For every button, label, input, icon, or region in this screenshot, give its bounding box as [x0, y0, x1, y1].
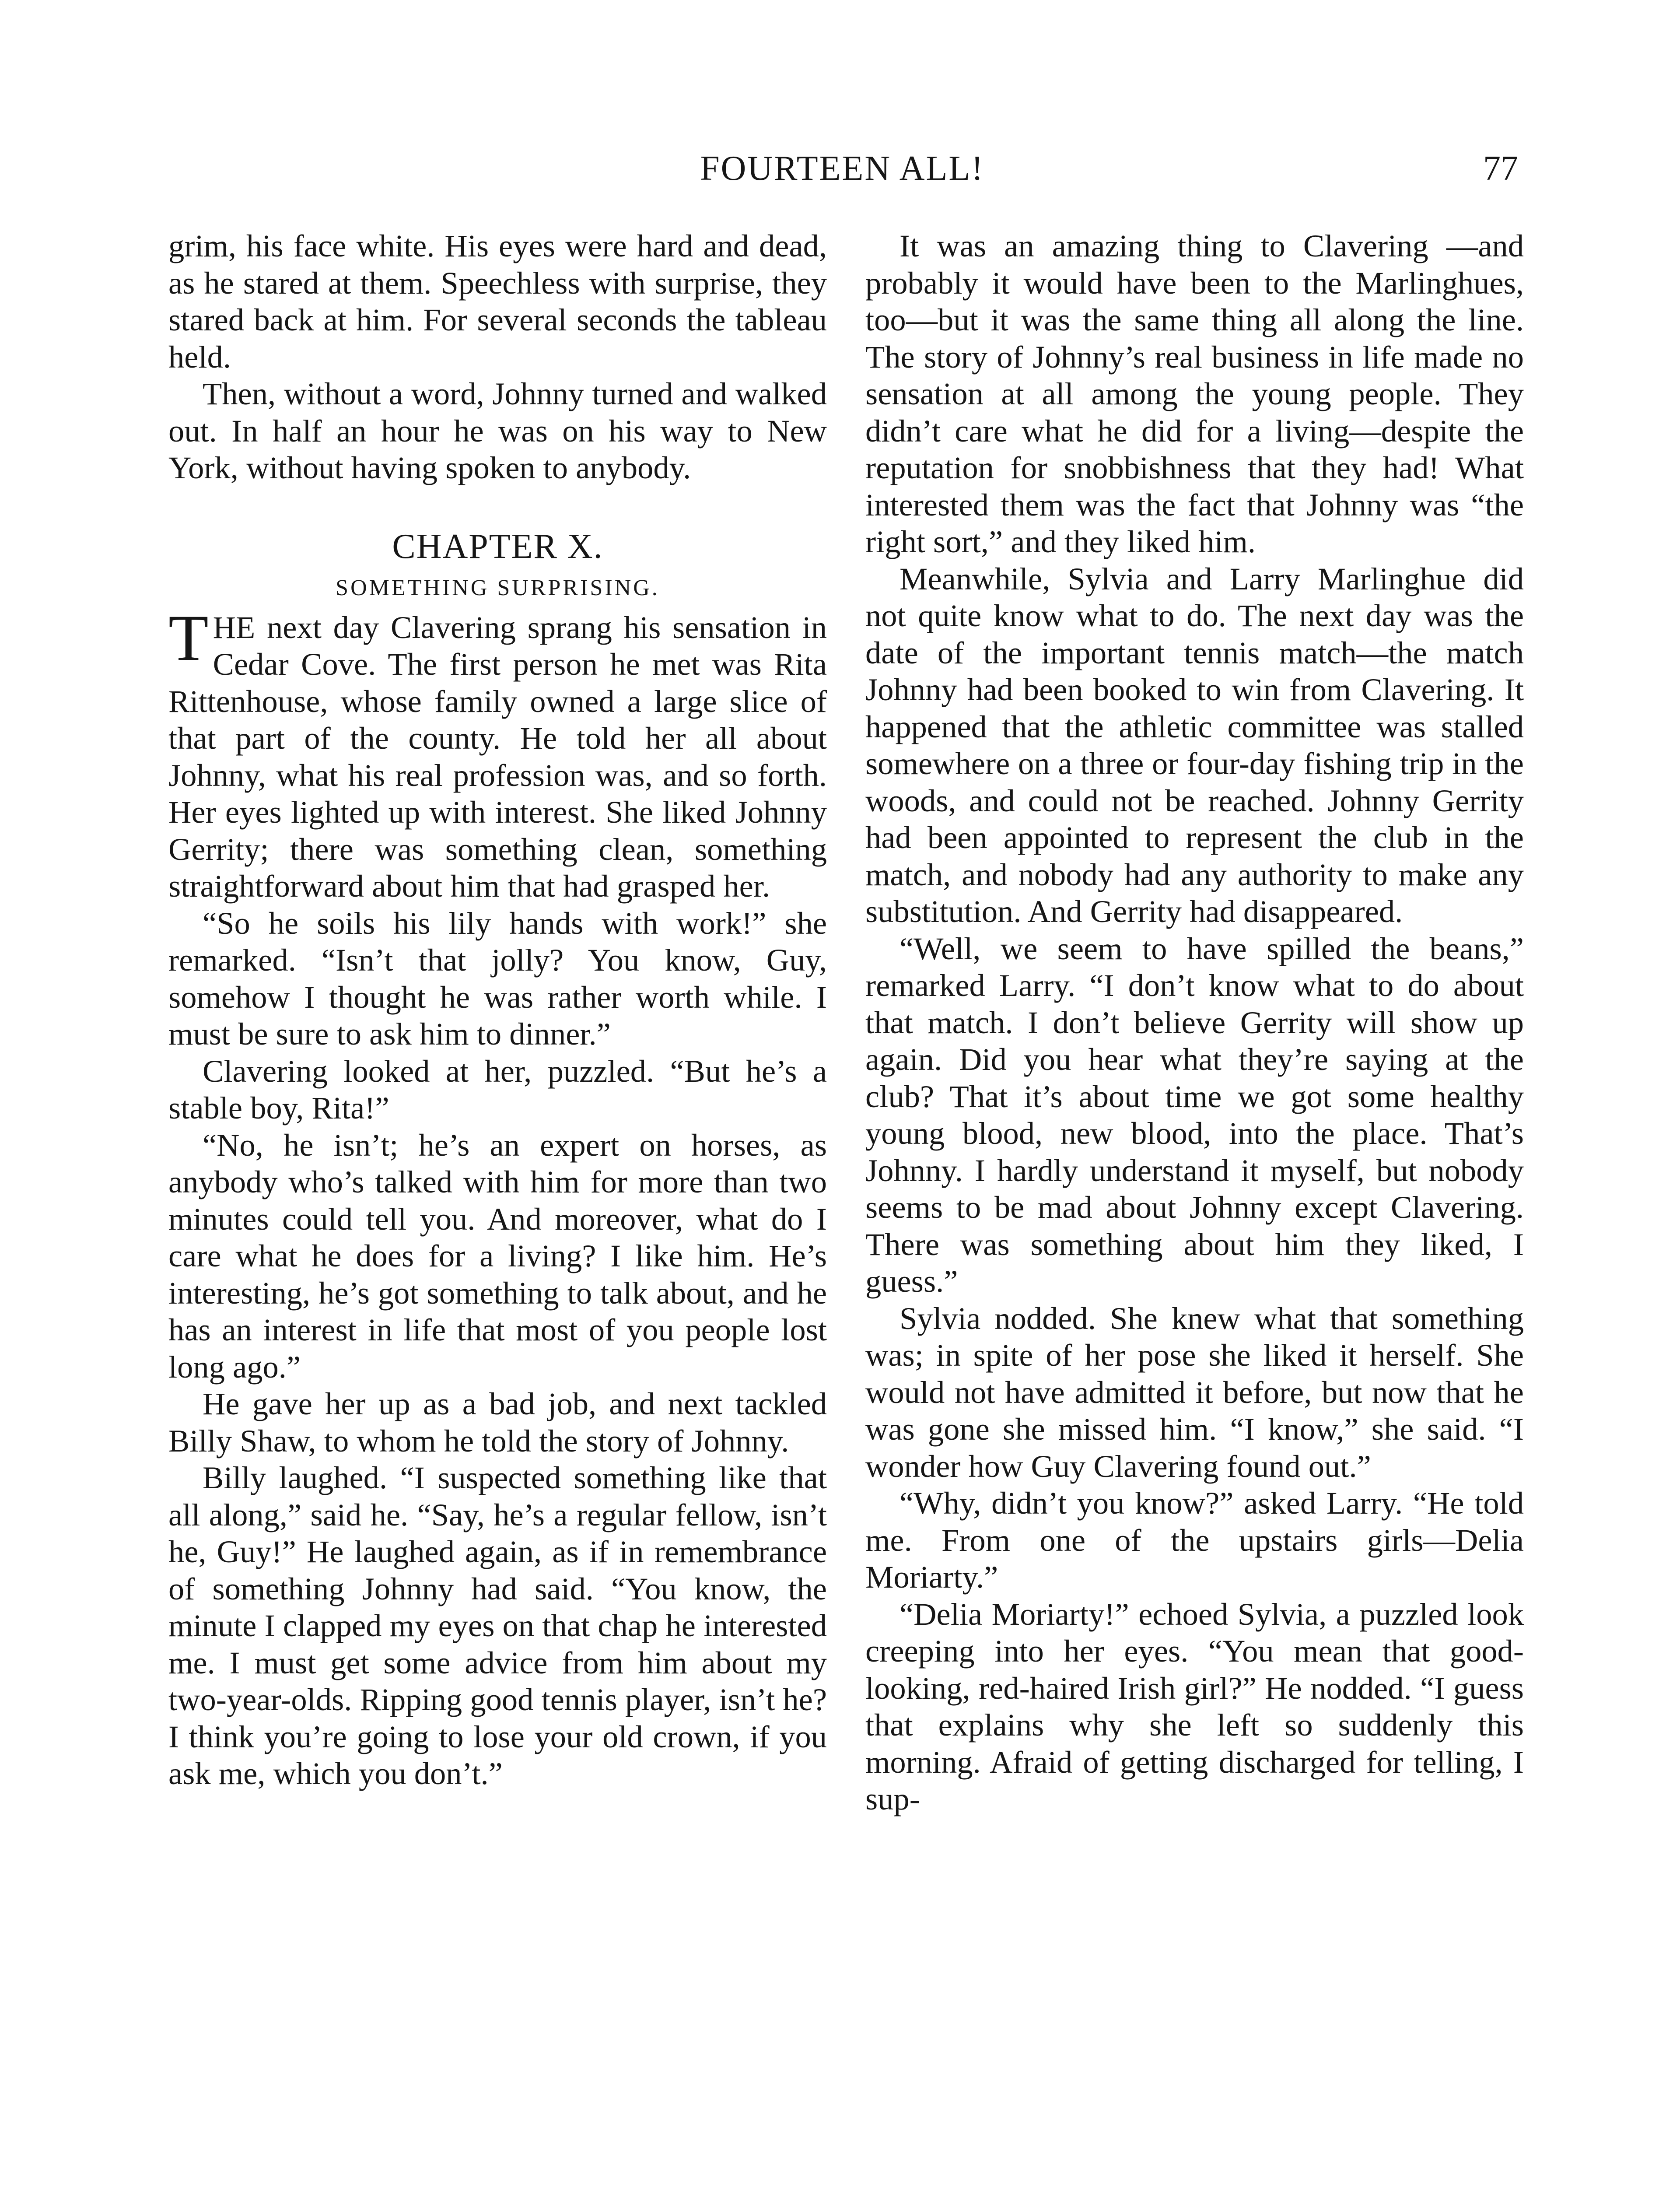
paragraph-text: HE next day Clavering sprang his sensation in Cedar Cove. The first person he met was Rita Rittenhouse, whose family owned a large slice of that part of the county. He told her all about Johnny, what his real profession was, and so forth. Her eyes lighted up with interest. She liked Johnny Gerrity; there was something clean, something straightforward about him that had grasped her.	[168, 609, 827, 904]
paragraph: Sylvia nodded. She knew what that something was; in spite of her pose she liked it herself. She would not have admitted it before, but now that he was gone she missed him. “I know,” she said. “I wonder how Guy Clavering found out.”	[865, 1300, 1524, 1484]
paragraph: Clavering looked at her, puzzled. “But he’s a stable boy, Rita!”	[168, 1053, 827, 1126]
left-column	[168, 228, 827, 1792]
running-title: FOURTEEN ALL!	[700, 149, 984, 188]
chapter-heading: CHAPTER X.	[392, 527, 603, 566]
paragraph: “No, he isn’t; he’s an expert on horses, as anybody who’s talked with him for more than two minutes could tell you. And moreover, what do I care what he does for a living? I like him. He’s interesting, he’s got something to talk about, and he has an interest in life that most of you people lost long ago.”	[168, 1127, 827, 1385]
paragraph: Then, without a word, Johnny turned and walked out. In half an hour he was on his way to New York, without having spoken to anybody.	[168, 376, 827, 485]
paragraph: Billy laughed. “I suspected something like that all along,” said he. “Say, he’s a regular fellow, isn’t he, Guy!” He laughed again, as if in remembrance of something Johnny had said. “You know, the minute I clapped my eyes on that chap he interested me. I must get some advice from him about my two-year-olds. Ripping good tennis player, isn’t he? I think you’re going to lose your old crown, if you ask me, which you don’t.”	[168, 1460, 827, 1791]
paragraph: He gave her up as a bad job, and next tackled Billy Shaw, to whom he told the story of Johnny.	[168, 1386, 827, 1459]
paragraph: grim, his face white. His eyes were hard and dead, as he stared at them. Speechless with surprise, they stared back at him. For several seconds the tableau held.	[168, 228, 827, 375]
paragraph: “Delia Moriarty!” echoed Sylvia, a puzzled look creeping into her eyes. “You mean that good-looking, red-haired Irish girl?” He nodded. “I guess that explains why she left so suddenly this morning. Afraid of getting discharged for telling, I sup-	[865, 1596, 1524, 1816]
paragraph: “So he soils his lily hands with work!” she remarked. “Isn’t that jolly? You know, Guy, somehow I thought he was rather worth while. I must be sure to ask him to dinner.”	[168, 905, 827, 1052]
page-number: 77	[1483, 149, 1518, 188]
paragraph-opening	[168, 601, 827, 905]
chapter-subtitle: SOMETHING SURPRISING.	[336, 575, 660, 600]
right-column	[865, 228, 1524, 1818]
paragraph: “Why, didn’t you know?” asked Larry. “He told me. From one of the upstairs girls—Delia Moriarty.”	[865, 1485, 1524, 1595]
paragraph: “Well, we seem to have spilled the beans,” remarked Larry. “I don’t know what to do about that match. I don’t believe Gerrity will show up again. Did you hear what they’re saying at the club? That it’s about time we got some healthy young blood, new blood, into the place. That’s Johnny. I hardly understand it myself, but nobody seems to be mad about Johnny except Clavering. There was something about him they liked, I guess.”	[865, 930, 1524, 1299]
paragraph: It was an amazing thing to Clavering —and probably it would have been to the Marlinghues, too—but it was the same thing all along the line. The story of Johnny’s real business in life made no sensation at all among the young people. They didn’t care what he did for a living—despite the reputation for snobbishness that they had! What interested them was the fact that Johnny was “the right sort,” and they liked him.	[865, 228, 1524, 559]
drop-cap: T	[168, 601, 209, 674]
running-header	[166, 144, 1518, 193]
paragraph: Meanwhile, Sylvia and Larry Marlinghue did not quite know what to do. The next day was the date of the important tennis match—the match Johnny had been booked to win from Clavering. It happened that the athletic committee was stalled somewhere on a three or four-day fishing trip in the woods, and could not be reached. Johnny Gerrity had been appointed to represent the club in the match, and nobody had any authority to make any substitution. And Gerrity had disappeared.	[865, 561, 1524, 929]
